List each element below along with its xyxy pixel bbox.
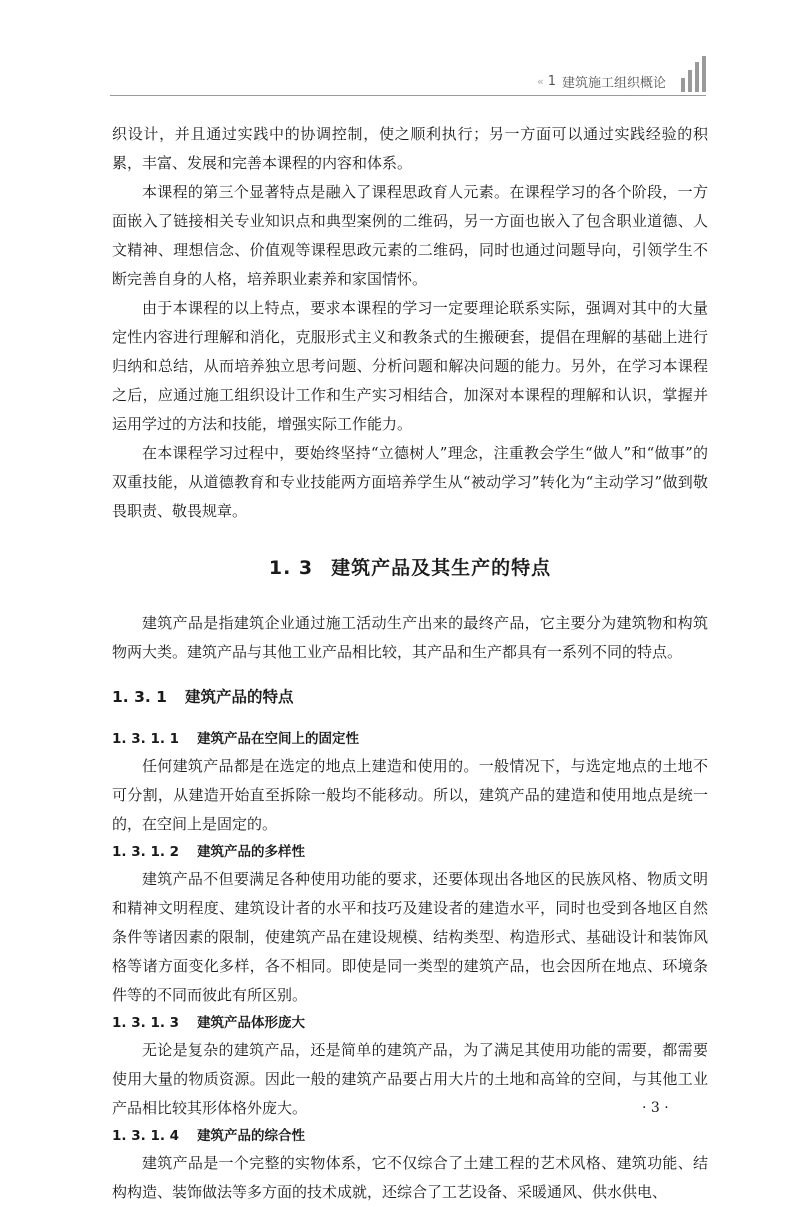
paragraph: 无论是复杂的建筑产品，还是简单的建筑产品，为了满足其使用功能的需要，都需要使用大量的物质资源。因此一般的建筑产品要占用大片的土地和高耸的空间，与其他工业产品相比较其形体格外庞大。 (112, 1041, 708, 1117)
paragraph: 建筑产品是一个完整的实物体系，它不仅综合了土建工程的艺术风格、建筑功能、结构构造、装饰做法等多方面的技术成就，还综合了工艺设备、采暖通风、供水供电、 (112, 1154, 708, 1201)
subsubsection-heading (112, 1123, 708, 1149)
header-bars-icon (681, 56, 706, 92)
subsection-number: 1. 3. 1 (112, 688, 167, 706)
subsubsection-number: 1. 3. 1. 4 (112, 1128, 180, 1144)
header-chapter-title: 建筑施工组织概论 (561, 75, 666, 91)
section-heading-1-3 (112, 554, 708, 583)
section-number: 1. 3 (268, 557, 314, 579)
subsubsection-number: 1. 3. 1. 1 (112, 731, 180, 747)
section-title: 建筑产品及其生产的特点 (331, 557, 552, 579)
subsubsection-heading (112, 1010, 708, 1036)
running-header (110, 68, 706, 94)
subsubsection-number: 1. 3. 1. 3 (112, 1015, 180, 1031)
subsubsection-heading (112, 839, 708, 865)
subsubsection-title: 建筑产品在空间上的固定性 (197, 731, 360, 747)
subsubsection-heading (112, 726, 708, 752)
subsubsection-title: 建筑产品体形庞大 (197, 1015, 306, 1031)
double-chevron-icon: « (536, 74, 542, 88)
section-intro: 建筑产品是指建筑企业通过施工活动生产出来的最终产品，它主要分为建筑物和构筑物两大类。建筑产品与其他工业产品相比较，其产品和生产都具有一系列不同的特点。 (112, 614, 708, 661)
paragraph: 由于本课程的以上特点，要求本课程的学习一定要理论联系实际，强调对其中的大量定性内容进行理解和消化，克服形式主义和教条式的生搬硬套，提倡在理解的基础上进行归纳和总结，从而培养独立思考问题、分析问题和解决问题的能力。另外，在学习本课程之后，应通过施工组织设计工作和生产实习相结合，加深对本课程的理解和认识，掌握并运用学过的方法和技能，增强实际工作能力。 (112, 299, 708, 433)
subsubsection-title: 建筑产品的综合性 (197, 1128, 306, 1144)
paragraph: 建筑产品不但要满足各种使用功能的要求，还要体现出各地区的民族风格、物质文明和精神文明程度、建筑设计者的水平和技巧及建设者的建造水平，同时也受到各地区自然条件等诸因素的限制，使建筑产品在建设规模、结构类型、构造形式、基础设计和装饰风格等诸方面变化多样，各不相同。即使是同一类型的建筑产品，也会因所在地点、环境条件等的不同而彼此有所区别。 (112, 870, 708, 1004)
paragraph-continued: 织设计，并且通过实践中的协调控制，使之顺利执行；另一方面可以通过实践经验的积累，丰富、发展和完善本课程的内容和体系。 (112, 125, 708, 172)
header-chapter-num: 1 (547, 73, 556, 89)
paragraph: 任何建筑产品都是在选定的地点上建造和使用的。一般情况下，与选定地点的土地不可分割，从建造开始直至拆除一般均不能移动。所以，建筑产品的建造和使用地点是统一的，在空间上是固定的。 (112, 757, 708, 833)
subsubsection-title: 建筑产品的多样性 (197, 844, 306, 860)
paragraph: 本课程的第三个显著特点是融入了课程思政育人元素。在课程学习的各个阶段，一方面嵌入了链接相关专业知识点和典型案例的二维码，另一方面也嵌入了包含职业道德、人文精神、理想信念、价值观等课程思政元素的二维码，同时也通过问题导向，引领学生不断完善自身的人格，培养职业素养和家国情怀。 (112, 183, 708, 288)
subsubsection-number: 1. 3. 1. 2 (112, 844, 180, 860)
paragraph: 在本课程学习过程中，要始终坚持“立德树人”理念，注重教会学生“做人”和“做事”的双重技能，从道德教育和专业技能两方面培养学生从“被动学习”转化为“主动学习”做到敬畏职责、敬畏规章。 (112, 444, 708, 520)
page-body (112, 120, 708, 1207)
header-rule (110, 95, 706, 96)
subsection-heading-1-3-1 (112, 683, 708, 712)
page-number: · 3 · (642, 1100, 669, 1116)
subsection-title: 建筑产品的特点 (184, 688, 294, 706)
